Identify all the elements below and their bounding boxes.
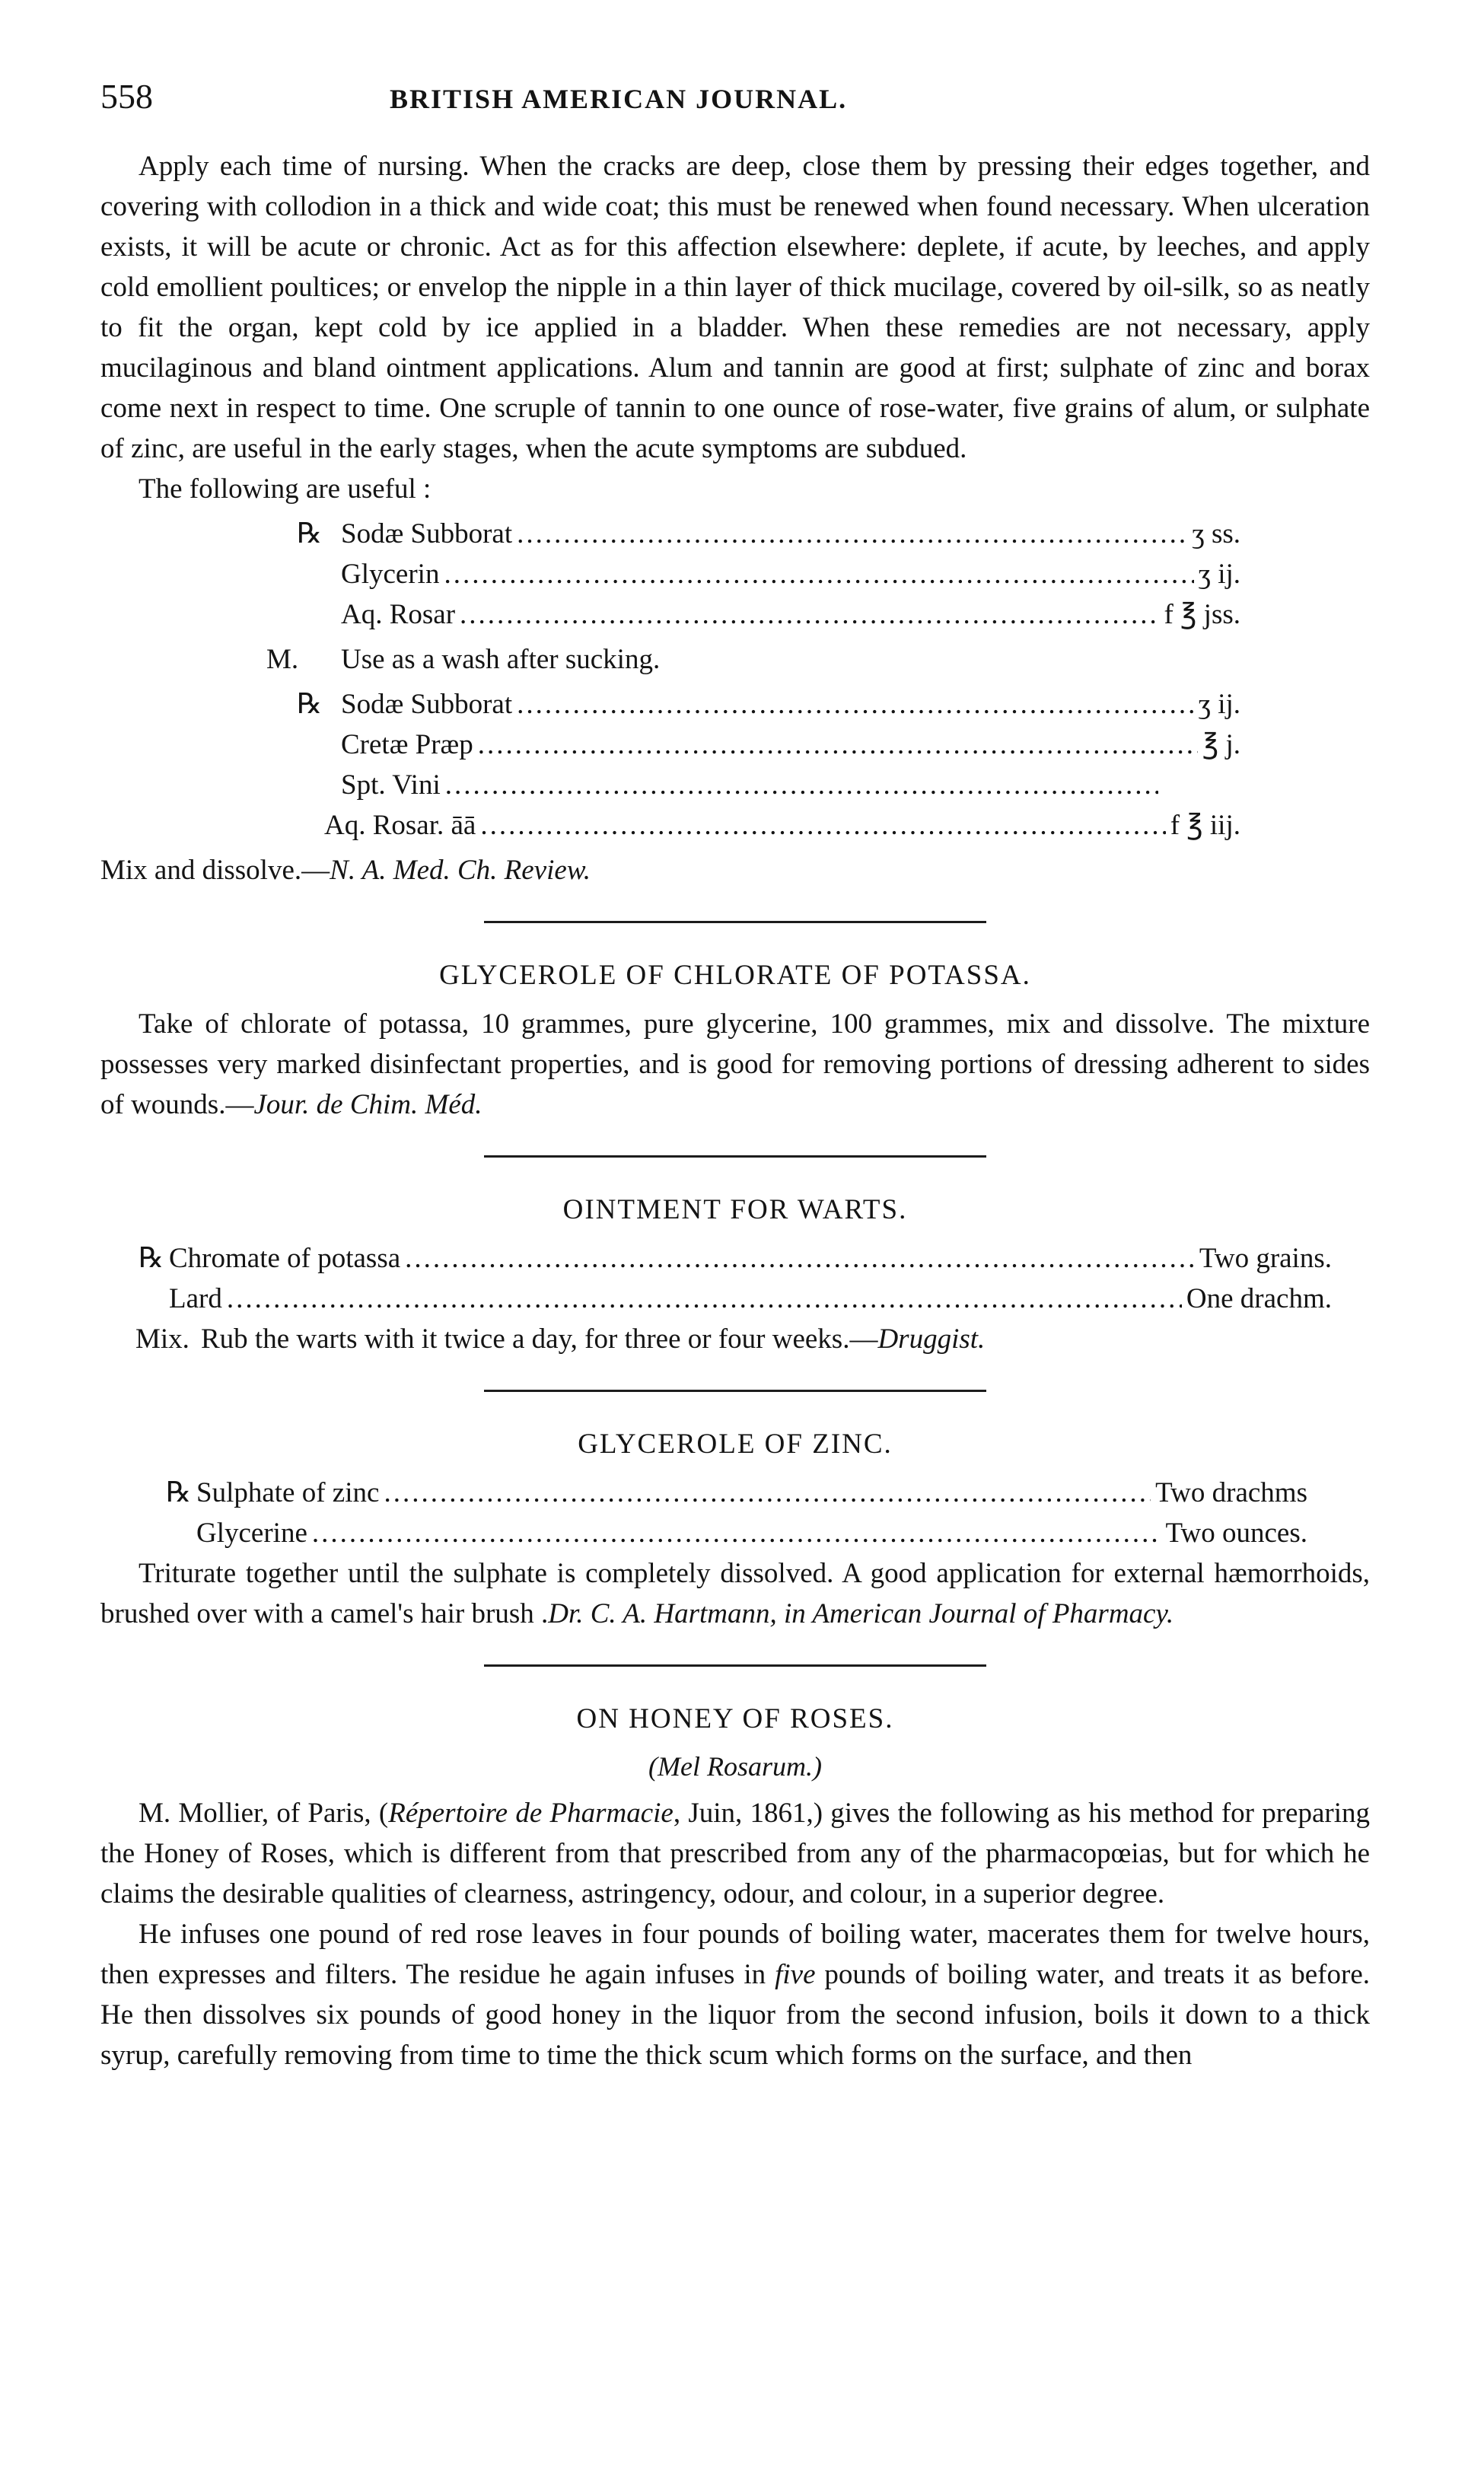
section-title-honey: ON HONEY OF ROSES. [576, 1703, 894, 1734]
dot-leader [460, 594, 1159, 635]
running-title: BRITISH AMERICAN JOURNAL. [390, 84, 848, 114]
section-divider [484, 1390, 986, 1392]
honey-p1-rest: , Juin, 1861,) gives the following as his method for preparing the Honey of Roses, which is different from that prescribed from any of the pharmacopœias, but for which he claims the desirable qualities of clearness, astringency, odour, and colour, in a superior degree. [100, 1798, 1370, 1909]
m-text: Use as a wash after sucking. [341, 644, 661, 675]
honey-p2-start: He infuses one pound of red rose leaves in four pounds of boiling water, macerates them for twelve hours, then expresses and filters. The residue he again infuses in [100, 1919, 1370, 1990]
ingredient-qty: ʒ ij. [1198, 559, 1240, 590]
citation: Jour. de Chim. Méd. [253, 1089, 482, 1120]
recipe-symbol: ℞ [166, 1477, 192, 1508]
rx1-item-3 [297, 594, 1240, 635]
zinc-paragraph [100, 1553, 1370, 1634]
warts-item-1 [139, 1238, 1332, 1279]
rx2-item-3 [297, 765, 1163, 805]
dot-leader [444, 554, 1193, 594]
recipe-symbol: ℞ [297, 518, 323, 549]
section-title-zinc: GLYCEROLE OF ZINC. [578, 1429, 893, 1460]
section-title-warts: OINTMENT FOR WARTS. [562, 1194, 908, 1225]
recipe-symbol: ℞ [297, 689, 323, 720]
ingredient-qty: ʒ ij. [1198, 689, 1240, 720]
ingredient-qty: Two ounces. [1165, 1518, 1307, 1549]
honey-paragraph-2 [100, 1914, 1370, 2075]
ingredient-qty: ℥ j. [1202, 729, 1240, 760]
rx2-item-4 [297, 805, 1240, 846]
section-subtitle-honey: (Mel Rosarum.) [648, 1751, 822, 1782]
zinc-text: Triturate together until the sulphate is completely dissolved. A good application for external hæmorrhoids, brushed over with a camel's hair brush . [100, 1558, 1370, 1629]
ingredient-name: Glycerine [196, 1518, 307, 1549]
prescription-warts [100, 1238, 1332, 1319]
m-label: M. [266, 644, 299, 675]
ingredient-qty: f ℥ jss. [1164, 599, 1240, 630]
dot-leader [480, 805, 1165, 846]
ingredient-qty: Two drachms [1155, 1477, 1307, 1508]
page-header [100, 76, 1370, 122]
dot-leader [517, 514, 1187, 554]
ingredient-name: Aq. Rosar [341, 599, 456, 630]
rx2-item-2 [297, 725, 1240, 765]
prescription-zinc [100, 1473, 1307, 1553]
emphasis: five [775, 1959, 816, 1990]
ingredient-name: Lard [169, 1283, 222, 1314]
honey-paragraph-1 [100, 1793, 1370, 1914]
rx1-direction [100, 639, 1370, 680]
ingredient-qty: ʒ ss. [1192, 518, 1240, 549]
closing-text: Mix and dissolve.— [100, 855, 330, 886]
rx2-item-1 [297, 684, 1240, 725]
chlorate-paragraph [100, 1004, 1370, 1125]
ingredient-qty: Two grains. [1199, 1243, 1332, 1274]
citation: Druggist. [877, 1323, 986, 1355]
intro-closing [100, 850, 1370, 890]
dot-leader [517, 684, 1193, 725]
warts-item-2 [139, 1279, 1332, 1319]
section-title-chlorate: GLYCEROLE OF CHLORATE OF POTASSA. [439, 960, 1031, 991]
ingredient-name: Sodæ Subborat [341, 689, 513, 720]
citation: Répertoire de Pharmacie [388, 1798, 674, 1829]
zinc-item-2 [166, 1513, 1307, 1553]
dot-leader [445, 765, 1158, 805]
rx1-item-1 [297, 514, 1240, 554]
section-divider [484, 1664, 986, 1667]
honey-p1-start: M. Mollier, of Paris, ( [139, 1798, 389, 1829]
citation: Dr. C. A. Hartmann, in American Journal of Pharmacy. [548, 1598, 1174, 1629]
ingredient-qty: One drachm. [1186, 1283, 1332, 1314]
ingredient-name: Sodæ Subborat [341, 518, 513, 549]
dot-leader [312, 1513, 1161, 1553]
ingredient-name: Chromate of potassa [169, 1243, 401, 1274]
dot-leader [405, 1238, 1195, 1279]
section-divider [484, 921, 986, 923]
prescription-2 [100, 684, 1240, 846]
recipe-symbol: ℞ [139, 1243, 164, 1274]
zinc-item-1 [166, 1473, 1307, 1513]
dot-leader [384, 1473, 1151, 1513]
intro-paragraph: Apply each time of nursing. When the cracks are deep, close them by pressing their edges together, and covering with collodion in a thick and wide coat; this must be renewed when found necessary. When ulceration exists, it will be acute or chronic. Act as for this affection elsewhere: deplete, if acute, by leeches, and apply cold emollient poultices; or envelop the nipple in a thin layer of thick mucilage, covered by oil-silk, so as neatly to fit the organ, kept cold by ice applied in a bladder. When these remedies are not necessary, apply mucilaginous and bland ointment applications. Alum and tannin are good at first; sulphate of zinc and borax come next in respect to time. One scruple of tannin to one ounce of rose-water, five grains of alum, or sulphate of zinc, are useful in the early stages, when the acute symptoms are subdued. [100, 151, 1370, 464]
citation: N. A. Med. Ch. Review. [330, 855, 591, 886]
warts-direction [100, 1319, 1370, 1359]
ingredient-name: Aq. Rosar. āā [324, 810, 476, 841]
mix-text: Rub the warts with it twice a day, for three or four weeks.— [201, 1323, 878, 1355]
section-divider [484, 1155, 986, 1158]
rx1-item-2 [297, 554, 1240, 594]
useful-line: The following are useful : [139, 473, 432, 505]
ingredient-name: Spt. Vini [341, 769, 441, 801]
dot-leader [227, 1279, 1182, 1319]
ingredient-name: Glycerin [341, 559, 440, 590]
mix-label: Mix. [135, 1323, 189, 1355]
ingredient-qty: f ℥ iij. [1170, 810, 1240, 841]
ingredient-name: Sulphate of zinc [196, 1477, 380, 1508]
prescription-1 [100, 514, 1240, 635]
honey-p2-rest: pounds of boiling water, and treats it as before. He then dissolves six pounds of good honey in the liquor from the second infusion, boils it down to a thick syrup, carefully removing from time to time the thick scum which forms on the surface, and then [100, 1959, 1371, 2071]
page-number: 558 [100, 77, 153, 116]
chlorate-text: Take of chlorate of potassa, 10 grammes, pure glycerine, 100 grammes, mix and dissolve. The mixture possesses very marked disinfectant properties, and is good for removing portions of dressing adherent to sides of wounds.— [100, 1008, 1370, 1120]
ingredient-name: Cretæ Præp [341, 729, 473, 760]
dot-leader [478, 725, 1198, 765]
